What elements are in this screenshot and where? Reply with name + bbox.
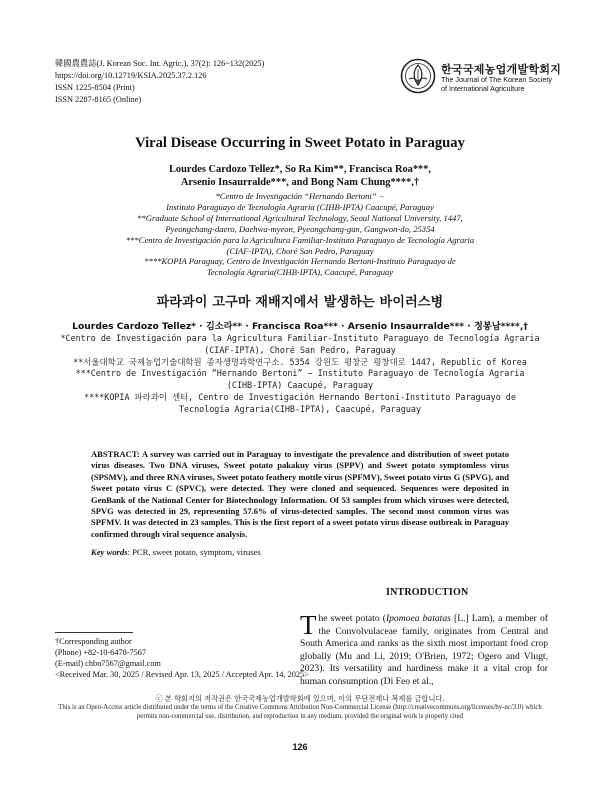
- author-list: [0, 164, 600, 189]
- species-name: Ipomoea batatas: [385, 613, 451, 624]
- korean-author-list: Lourdes Cardozo Tellez* · 김소라** · Francisca Roa*** · Arsenio Insaurralde*** · 정봉남****,†: [72, 321, 528, 332]
- korean-affiliation-list: [40, 333, 560, 416]
- copyright-notice: ⓒ 본 학회지의 저작권은 한국국제농업개발학회에 있으며, 이의 무단전재나 복제를 금합니다.: [155, 694, 445, 703]
- abstract: ABSTRACT: A survey was carried out in Paraguay to investigate the prevalence and distribution of sweet potato virus diseases. Two DNA viruses, Sweet potato pakakuy virus (SPPV) and Sweet potato symptomless virus (SPSMV), and three RNA viruses, Sweet potato feathery mottle virus (SPFMV), Sweet potato virus G (SPVG), and Sweet potato virus C (SPVC), were detected. They were cloned and sequenced. Sequences were deposited in GenBank of the National Center for Biotechnology Information. Of 53 samples from which viruses were detected, SPVG was detected in 29, representing 57.6% of virus-detected samples. The second most common virus was SPFMV. It was detected in 23 samples. This is the first report of a sweet potato virus disease outbreak in Paraguay confirmed through viral sequence analysis.: [91, 449, 509, 539]
- korean-affiliation-line: **서울대학교 국제농업기술대학원 종자생명과학연구소. 5354 강원도 평창군 평창대로 1447, Republic of Korea: [73, 356, 527, 367]
- submission-dates: <Received Mar. 30, 2025 / Revised Apr. 13, 2025 / Accepted Apr. 14, 2025>: [55, 670, 309, 679]
- paper-title: Viral Disease Occurring in Sweet Potato in Paraguay: [135, 135, 465, 151]
- affiliation-line: Pyeongchang-daero, Daehwa-myeon, Pyeongchang-gun, Gangwon-do, 25354: [165, 223, 435, 234]
- affiliation-line: ***Centro de Investigación para la Agricultura Familiar-Instituto Paraguayo de Tecnología Agraria: [125, 234, 475, 245]
- keywords-label: Key words: [91, 547, 128, 557]
- affiliation-line: *Centro de Investigación “Hernando Bertoni” −: [215, 191, 385, 201]
- korean-affiliation-line: (CIHB-IPTA) Caacupé, Paraguay: [226, 380, 374, 391]
- society-name-korean: 한국국제농업개발학회지: [441, 63, 562, 76]
- society-logo: [400, 58, 562, 100]
- author-line-2: Arsenio Insaurralde***, and Bong Nam Chung****,†: [180, 176, 420, 188]
- drop-cap: T: [300, 610, 317, 640]
- corresponding-email[interactable]: (E-mail) chbn7567@gmail.com: [55, 659, 161, 668]
- korean-affiliation-line: ***Centro de Investigación “Hernando Bertoni” − Instituto Paraguayo de Tecnología Agraria: [75, 368, 525, 379]
- affiliation-line: Tecnología Agraria(CIHB-IPTA), Caacupé, Paraguay: [206, 267, 394, 278]
- license-footer: [0, 695, 600, 722]
- korean-affiliation-line: (CIAF-IPTA), Choré San Pedro, Paraguay: [204, 344, 396, 355]
- society-name-english: [441, 76, 552, 93]
- keywords: [91, 547, 261, 557]
- footnote-divider: [55, 632, 133, 633]
- corresponding-phone: (Phone) +82-10-6478-7567: [55, 648, 147, 657]
- korean-affiliation-line: *Centro de Investigación para la Agricultura Familiar-Instituto Paraguayo de Tecnología Agraria: [60, 333, 540, 343]
- journal-citation: 韓國農農誌(J. Korean Soc. Int. Agric.), 37(2): 126~132(2025): [55, 59, 265, 68]
- introduction-paragraph: [300, 610, 548, 689]
- society-name-english-line2: of International Agriculture: [441, 83, 525, 93]
- affiliation-list: [40, 191, 560, 278]
- corresponding-label: †Corresponding author: [55, 637, 132, 646]
- section-heading-introduction: INTRODUCTION: [386, 587, 469, 598]
- korean-affiliation-line: ****KOPIA 파라과이 센터, Centro de Investigación Hernando Bertoni-Instituto Paraguayo de: [84, 391, 516, 402]
- page-number: 126: [292, 742, 308, 752]
- affiliation-line: (CIAF-IPTA), Choré San Pedro, Paraguay: [226, 245, 374, 256]
- society-emblem-icon: [400, 58, 436, 94]
- intro-text-rest: [L.] Lam), a member of the Convolvulaceae family, originates from Central and South America and ranks as the sixth most important food crop globally (Mu and Li, 2019; O'Brien, 1972; Ogero and Vlugt, 2023). Its versatility and hardiness make it a vital crop for human consumption (Di Feo et al.,: [300, 613, 548, 687]
- affiliation-line: **Graduate School of International Agricultural Technology, Seoul National University, 1447,: [137, 212, 463, 223]
- issn-online: ISSN 2287-8165 (Online): [55, 95, 142, 104]
- affiliation-line: ****KOPIA Paraguay, Centro de Investigación Hernando Bertoni-Instituto Paraguayo de: [144, 256, 456, 267]
- affiliation-line: Instituto Paraguayo de Tecnología Agraria (CIHB-IPTA) Caacupé, Paraguay: [166, 201, 434, 212]
- korean-paper-title: 파라과이 고구마 재배지에서 발생하는 바이러스병: [156, 295, 444, 310]
- society-name-english-line1: The Journal of The Korean Society: [441, 75, 552, 84]
- issn-print: ISSN 1225-8504 (Print): [55, 83, 135, 92]
- intro-text-start: he sweet potato (: [318, 613, 386, 624]
- doi-link[interactable]: https://doi.org/10.12719/KSIA.2025.37.2.126: [55, 71, 207, 80]
- corresponding-author: [55, 636, 309, 680]
- author-line-1: Lourdes Cardozo Tellez*, So Ra Kim**, Francisca Roa***,: [168, 164, 432, 175]
- keywords-list: : PCR, sweet potato, symptom, viruses: [127, 547, 261, 557]
- korean-affiliation-line: Tecnología Agraria(CIHB-IPTA), Caacupé, Paraguay: [178, 403, 422, 414]
- license-line-1: This is an Open-Access article distributed under the terms of the Creative Commons Attribution Non-Commercial License (http://creativecommons.org/licenses/by-nc/3.0) which: [58, 703, 542, 711]
- journal-header: [55, 58, 264, 106]
- license-line-2: permits non-commercial use, distribution, and reproduction in any medium, provided the original work is properly cited: [136, 712, 464, 720]
